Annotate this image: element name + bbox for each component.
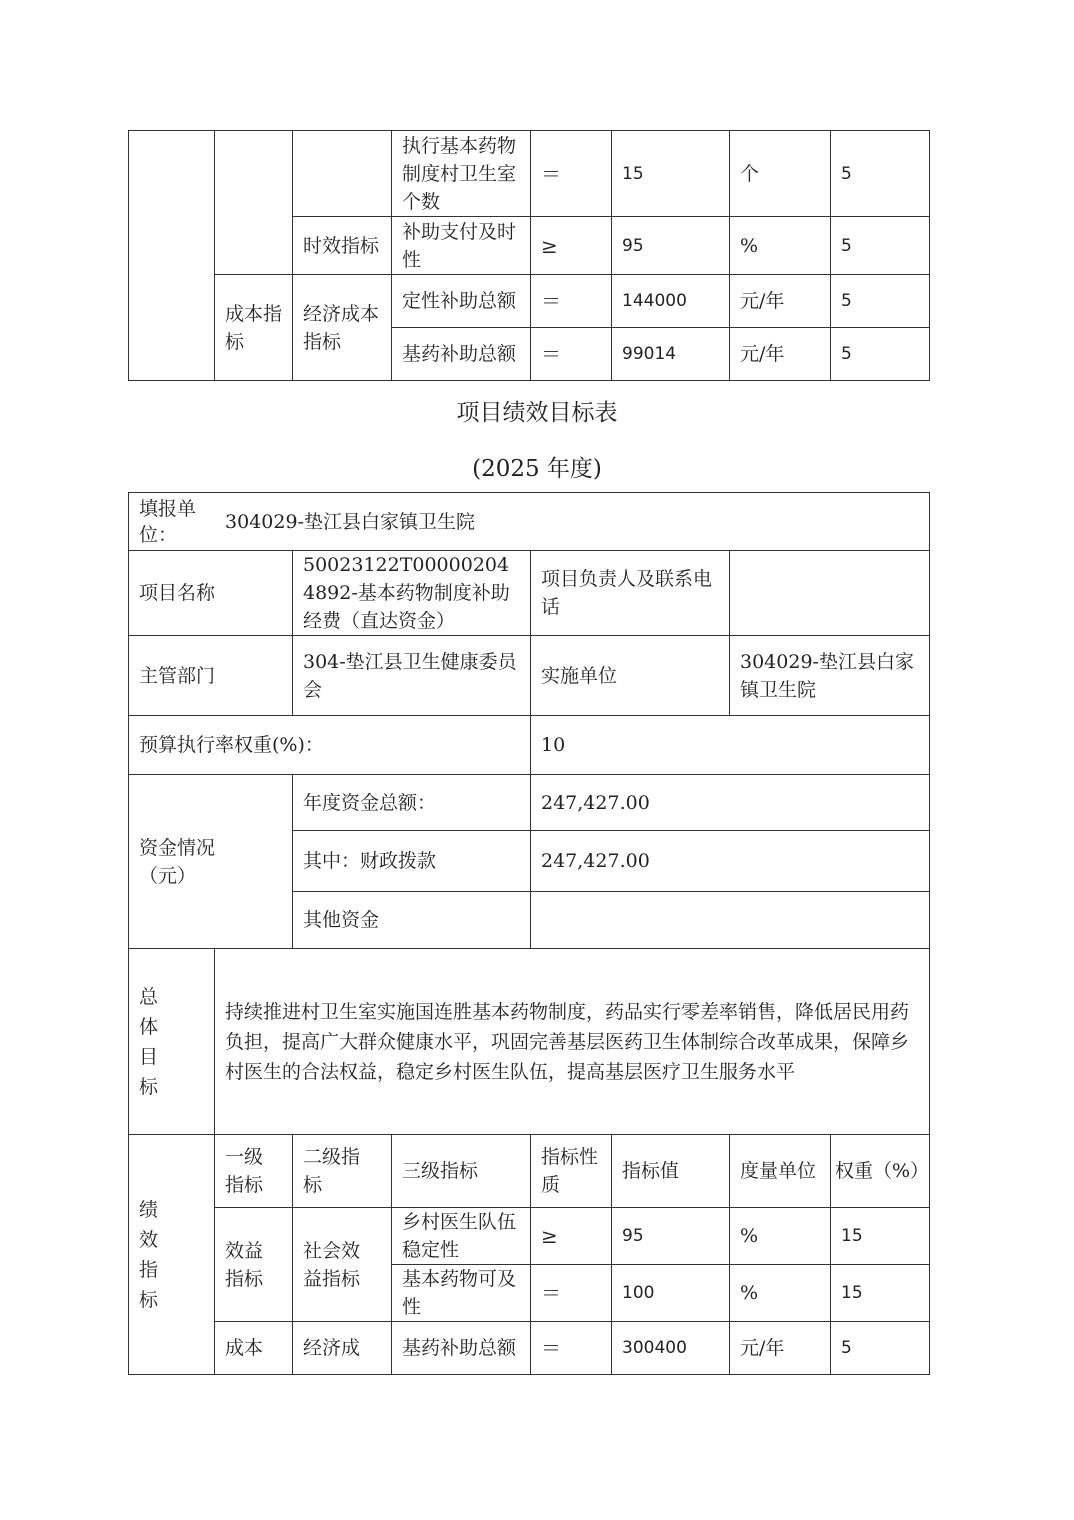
funds-label: 资金情况（元） xyxy=(129,775,293,949)
weight-cell: 5 xyxy=(831,1322,930,1375)
level3-cell: 定性补助总额 xyxy=(392,275,531,328)
budget-rate-label: 预算执行率权重(%)： xyxy=(129,716,531,775)
reporting-unit-label: 填报单位： xyxy=(139,497,197,546)
table-row xyxy=(129,775,930,831)
level1-cell: 成本 xyxy=(215,1322,293,1375)
contact-value xyxy=(730,551,930,636)
project-name-label: 项目名称 xyxy=(129,551,293,636)
table-row xyxy=(129,493,930,551)
reporting-unit-value: 304029-垫江县白家镇卫生院 xyxy=(225,510,475,533)
unit-cell: 元/年 xyxy=(730,275,831,328)
nature-cell: ≥ xyxy=(531,1208,612,1265)
table-row xyxy=(129,131,930,217)
unit-cell: % xyxy=(730,217,831,275)
unit-cell: 个 xyxy=(730,131,831,217)
unit-cell: 元/年 xyxy=(730,1322,831,1375)
header-nature: 指标性质 xyxy=(531,1135,612,1208)
unit-cell: % xyxy=(730,1265,831,1322)
unit-cell: % xyxy=(730,1208,831,1265)
level3-cell: 乡村医生队伍稳定性 xyxy=(392,1208,531,1265)
table-row xyxy=(129,949,930,1135)
value-cell: 99014 xyxy=(612,328,730,381)
nature-cell: ＝ xyxy=(531,328,612,381)
table-row xyxy=(129,1322,930,1375)
other-funds-label: 其他资金 xyxy=(293,892,531,949)
header-unit: 度量单位 xyxy=(730,1135,831,1208)
value-cell: 100 xyxy=(612,1265,730,1322)
header-level2: 二级指标 xyxy=(293,1135,392,1208)
annual-total-label: 年度资金总额： xyxy=(293,775,531,831)
header-level3: 三级指标 xyxy=(392,1135,531,1208)
level2-cell: 社会效益指标 xyxy=(293,1208,392,1322)
document-title: 项目绩效目标表 xyxy=(456,400,618,426)
impl-unit-value: 304029-垫江县白家镇卫生院 xyxy=(730,636,930,716)
value-cell: 144000 xyxy=(612,275,730,328)
nature-cell: ≥ xyxy=(531,217,612,275)
unit-cell: 元/年 xyxy=(730,328,831,381)
contact-label: 项目负责人及联系电话 xyxy=(531,551,730,636)
blank-cell xyxy=(293,131,392,217)
dept-value: 304-垫江县卫生健康委员会 xyxy=(293,636,531,716)
performance-target-table xyxy=(128,492,930,1375)
table-row xyxy=(129,1135,930,1208)
nature-cell: ＝ xyxy=(531,275,612,328)
blank-cell xyxy=(129,131,215,381)
value-cell: 95 xyxy=(612,217,730,275)
nature-cell: ＝ xyxy=(531,1322,612,1375)
level3-cell: 基药补助总额 xyxy=(392,328,531,381)
overall-goal-label: 总体目标 xyxy=(129,949,215,1135)
impl-unit-label: 实施单位 xyxy=(531,636,730,716)
table-row xyxy=(129,636,930,716)
header-level1: 一级指标 xyxy=(215,1135,293,1208)
indicators-label: 绩效指标 xyxy=(129,1135,215,1375)
header-value: 指标值 xyxy=(612,1135,730,1208)
table-row xyxy=(129,1208,930,1265)
weight-cell: 15 xyxy=(831,1265,930,1322)
level3-cell: 补助支付及时性 xyxy=(392,217,531,275)
dept-label: 主管部门 xyxy=(129,636,293,716)
blank-cell xyxy=(215,131,293,275)
previous-indicator-table xyxy=(128,130,930,381)
weight-cell: 5 xyxy=(831,217,930,275)
header-weight: 权重（%） xyxy=(831,1135,930,1208)
level1-cell: 效益指标 xyxy=(215,1208,293,1322)
level3-cell: 基药补助总额 xyxy=(392,1322,531,1375)
nature-cell: ＝ xyxy=(531,131,612,217)
fiscal-value: 247,427.00 xyxy=(531,831,930,892)
other-funds-value xyxy=(531,892,930,949)
nature-cell: ＝ xyxy=(531,1265,612,1322)
table-row xyxy=(129,551,930,636)
level3-cell: 基本药物可及性 xyxy=(392,1265,531,1322)
table-row xyxy=(129,716,930,775)
level2-cell: 经济成 xyxy=(293,1322,392,1375)
value-cell: 15 xyxy=(612,131,730,217)
overall-goal-text: 持续推进村卫生室实施国连胜基本药物制度，药品实行零差率销售，降低居民用药负担，提高广大群众健康水平，巩固完善基层医药卫生体制综合改革成果，保障乡村医生的合法权益，稳定乡村医生队伍，提高基层医疗卫生服务水平 xyxy=(215,949,930,1135)
level2-cell: 经济成本指标 xyxy=(293,275,392,381)
level2-cell: 时效指标 xyxy=(293,217,392,275)
weight-cell: 5 xyxy=(831,275,930,328)
table-row xyxy=(129,275,930,328)
weight-cell: 15 xyxy=(831,1208,930,1265)
reporting-unit-cell xyxy=(129,493,930,551)
weight-cell: 5 xyxy=(831,328,930,381)
project-name-value: 50023122T000002044892-基本药物制度补助经费（直达资金） xyxy=(293,551,531,636)
fiscal-label: 其中：财政拨款 xyxy=(293,831,531,892)
level1-cell: 成本指标 xyxy=(215,275,293,381)
level3-cell: 执行基本药物制度村卫生室个数 xyxy=(392,131,531,217)
value-cell: 95 xyxy=(612,1208,730,1265)
document-year: (2025 年度) xyxy=(472,456,602,482)
weight-cell: 5 xyxy=(831,131,930,217)
annual-total-value: 247,427.00 xyxy=(531,775,930,831)
budget-rate-value: 10 xyxy=(531,716,930,775)
value-cell: 300400 xyxy=(612,1322,730,1375)
